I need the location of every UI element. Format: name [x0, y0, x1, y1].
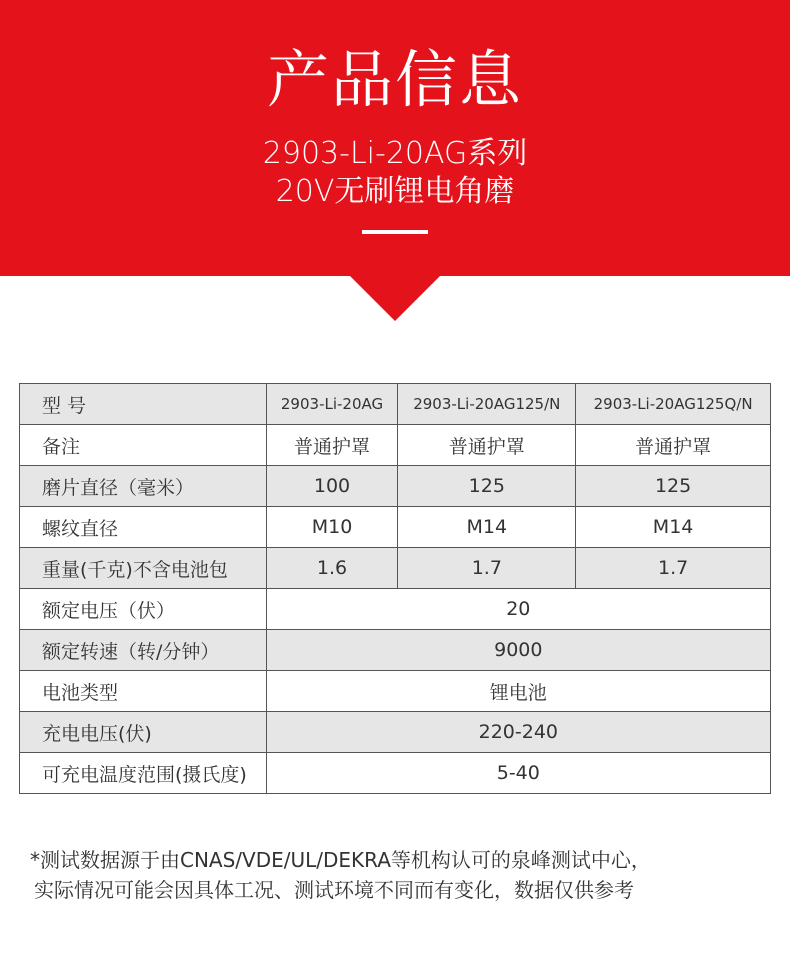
table-row — [20, 425, 771, 466]
table-cell: M14 — [398, 507, 576, 548]
product-series: 2903-Li-20AG系列 — [262, 136, 528, 171]
spec-table — [19, 383, 771, 794]
table-cell: 5-40 — [266, 753, 770, 794]
table-cell: M14 — [576, 507, 771, 548]
table-cell: 普通护罩 — [576, 425, 771, 466]
product-name: 20V无刷锂电角磨 — [275, 174, 515, 209]
table-cell: 普通护罩 — [266, 425, 398, 466]
table-cell: 1.7 — [576, 548, 771, 589]
title-divider — [362, 230, 428, 234]
table-cell: 1.7 — [398, 548, 576, 589]
table-row — [20, 466, 771, 507]
table-cell: 20 — [266, 589, 770, 630]
table-row — [20, 630, 771, 671]
model-cell: 2903-Li-20AG125Q/N — [576, 384, 771, 425]
row-label: 额定转速（转/分钟） — [20, 630, 267, 671]
row-label: 充电电压(伏) — [20, 712, 267, 753]
table-row — [20, 671, 771, 712]
table-cell: 125 — [398, 466, 576, 507]
page-title: 产品信息 — [266, 43, 523, 116]
table-row — [20, 384, 771, 425]
table-row — [20, 589, 771, 630]
row-label: 型 号 — [20, 384, 267, 425]
table-row — [20, 712, 771, 753]
table-row — [20, 548, 771, 589]
table-cell: 锂电池 — [266, 671, 770, 712]
table-row — [20, 507, 771, 548]
footnote-line-2: 实际情况可能会因具体工况、测试环境不同而有变化，数据仅供参考 — [34, 878, 634, 902]
table-cell: 125 — [576, 466, 771, 507]
row-label: 额定电压（伏） — [20, 589, 267, 630]
table-cell: M10 — [266, 507, 398, 548]
row-label: 重量(千克)不含电池包 — [20, 548, 267, 589]
row-label: 备注 — [20, 425, 267, 466]
table-cell: 普通护罩 — [398, 425, 576, 466]
table-cell: 1.6 — [266, 548, 398, 589]
footnote-line-1: *测试数据源于由CNAS/VDE/UL/DEKRA等机构认可的泉峰测试中心， — [30, 848, 651, 872]
row-label: 电池类型 — [20, 671, 267, 712]
model-cell: 2903-Li-20AG — [266, 384, 398, 425]
table-cell: 220-240 — [266, 712, 770, 753]
model-cell: 2903-Li-20AG125/N — [398, 384, 576, 425]
table-cell: 100 — [266, 466, 398, 507]
row-label: 可充电温度范围(摄氏度) — [20, 753, 267, 794]
row-label: 螺纹直径 — [20, 507, 267, 548]
row-label: 磨片直径（毫米） — [20, 466, 267, 507]
table-row — [20, 753, 771, 794]
table-cell: 9000 — [266, 630, 770, 671]
